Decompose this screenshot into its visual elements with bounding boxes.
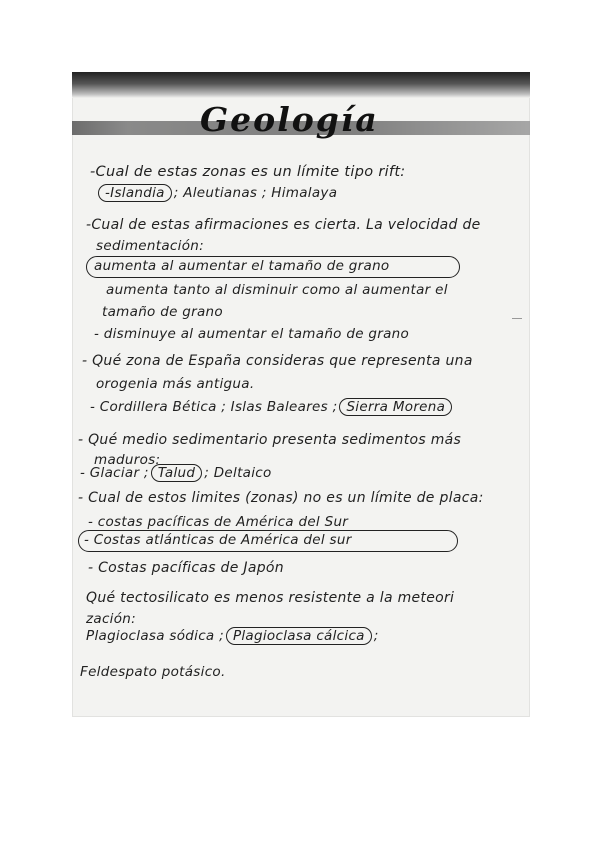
page-title: Geología bbox=[200, 100, 379, 139]
answer-pre: - Glaciar ; bbox=[80, 465, 149, 481]
answer-rest: - Cordillera Bética ; Islas Baleares ; bbox=[90, 399, 338, 415]
page-shadow-band bbox=[72, 72, 530, 98]
question-text: sedimentación: bbox=[96, 238, 204, 254]
question-text: - Cual de estos limites (zonas) no es un límite de placa: bbox=[78, 490, 484, 506]
option-text: aumenta al aumentar el tamaño de grano bbox=[94, 258, 390, 274]
question-text: maduros: bbox=[94, 452, 161, 468]
circled-answer: -Islandia bbox=[98, 184, 172, 202]
answer-line bbox=[80, 465, 272, 481]
answer-line bbox=[90, 399, 454, 415]
option-text: - Costas pacíficas de Japón bbox=[88, 560, 284, 576]
option-text: - costas pacíficas de América del Sur bbox=[88, 514, 349, 530]
circled-answer: Plagioclasa cálcica bbox=[226, 627, 372, 645]
circled-answer: Sierra Morena bbox=[339, 398, 452, 416]
question-text: zación: bbox=[86, 611, 136, 627]
answer-line bbox=[86, 628, 379, 644]
question-text: Qué tectosilicato es menos resistente a la meteori bbox=[86, 590, 455, 606]
option-text: - Costas atlánticas de América del sur bbox=[84, 532, 352, 548]
ink-stroke bbox=[512, 318, 522, 319]
notebook-page bbox=[72, 72, 530, 717]
question-text: - Qué zona de España consideras que representa una bbox=[82, 353, 473, 369]
answer-rest: ; bbox=[373, 628, 379, 644]
option-text: aumenta tanto al disminuir como al aumentar el bbox=[106, 282, 448, 298]
circled-answer: Talud bbox=[151, 464, 202, 482]
answer-rest: ; Deltaico bbox=[204, 465, 272, 481]
answer-rest: ; Aleutianas ; Himalaya bbox=[173, 185, 338, 201]
question-text: - Qué medio sedimentario presenta sedimentos más bbox=[78, 432, 462, 448]
option-text: tamaño de grano bbox=[102, 304, 223, 320]
question-text: orogenia más antigua. bbox=[96, 376, 255, 392]
option-text: - disminuye al aumentar el tamaño de grano bbox=[94, 326, 410, 342]
answer-line bbox=[96, 185, 337, 201]
extra-option-text: Feldespato potásico. bbox=[80, 664, 226, 680]
question-text: -Cual de estas afirmaciones es cierta. La velocidad de bbox=[86, 217, 481, 233]
answer-pre: Plagioclasa sódica ; bbox=[86, 628, 224, 644]
question-text: -Cual de estas zonas es un límite tipo rift: bbox=[90, 164, 406, 180]
